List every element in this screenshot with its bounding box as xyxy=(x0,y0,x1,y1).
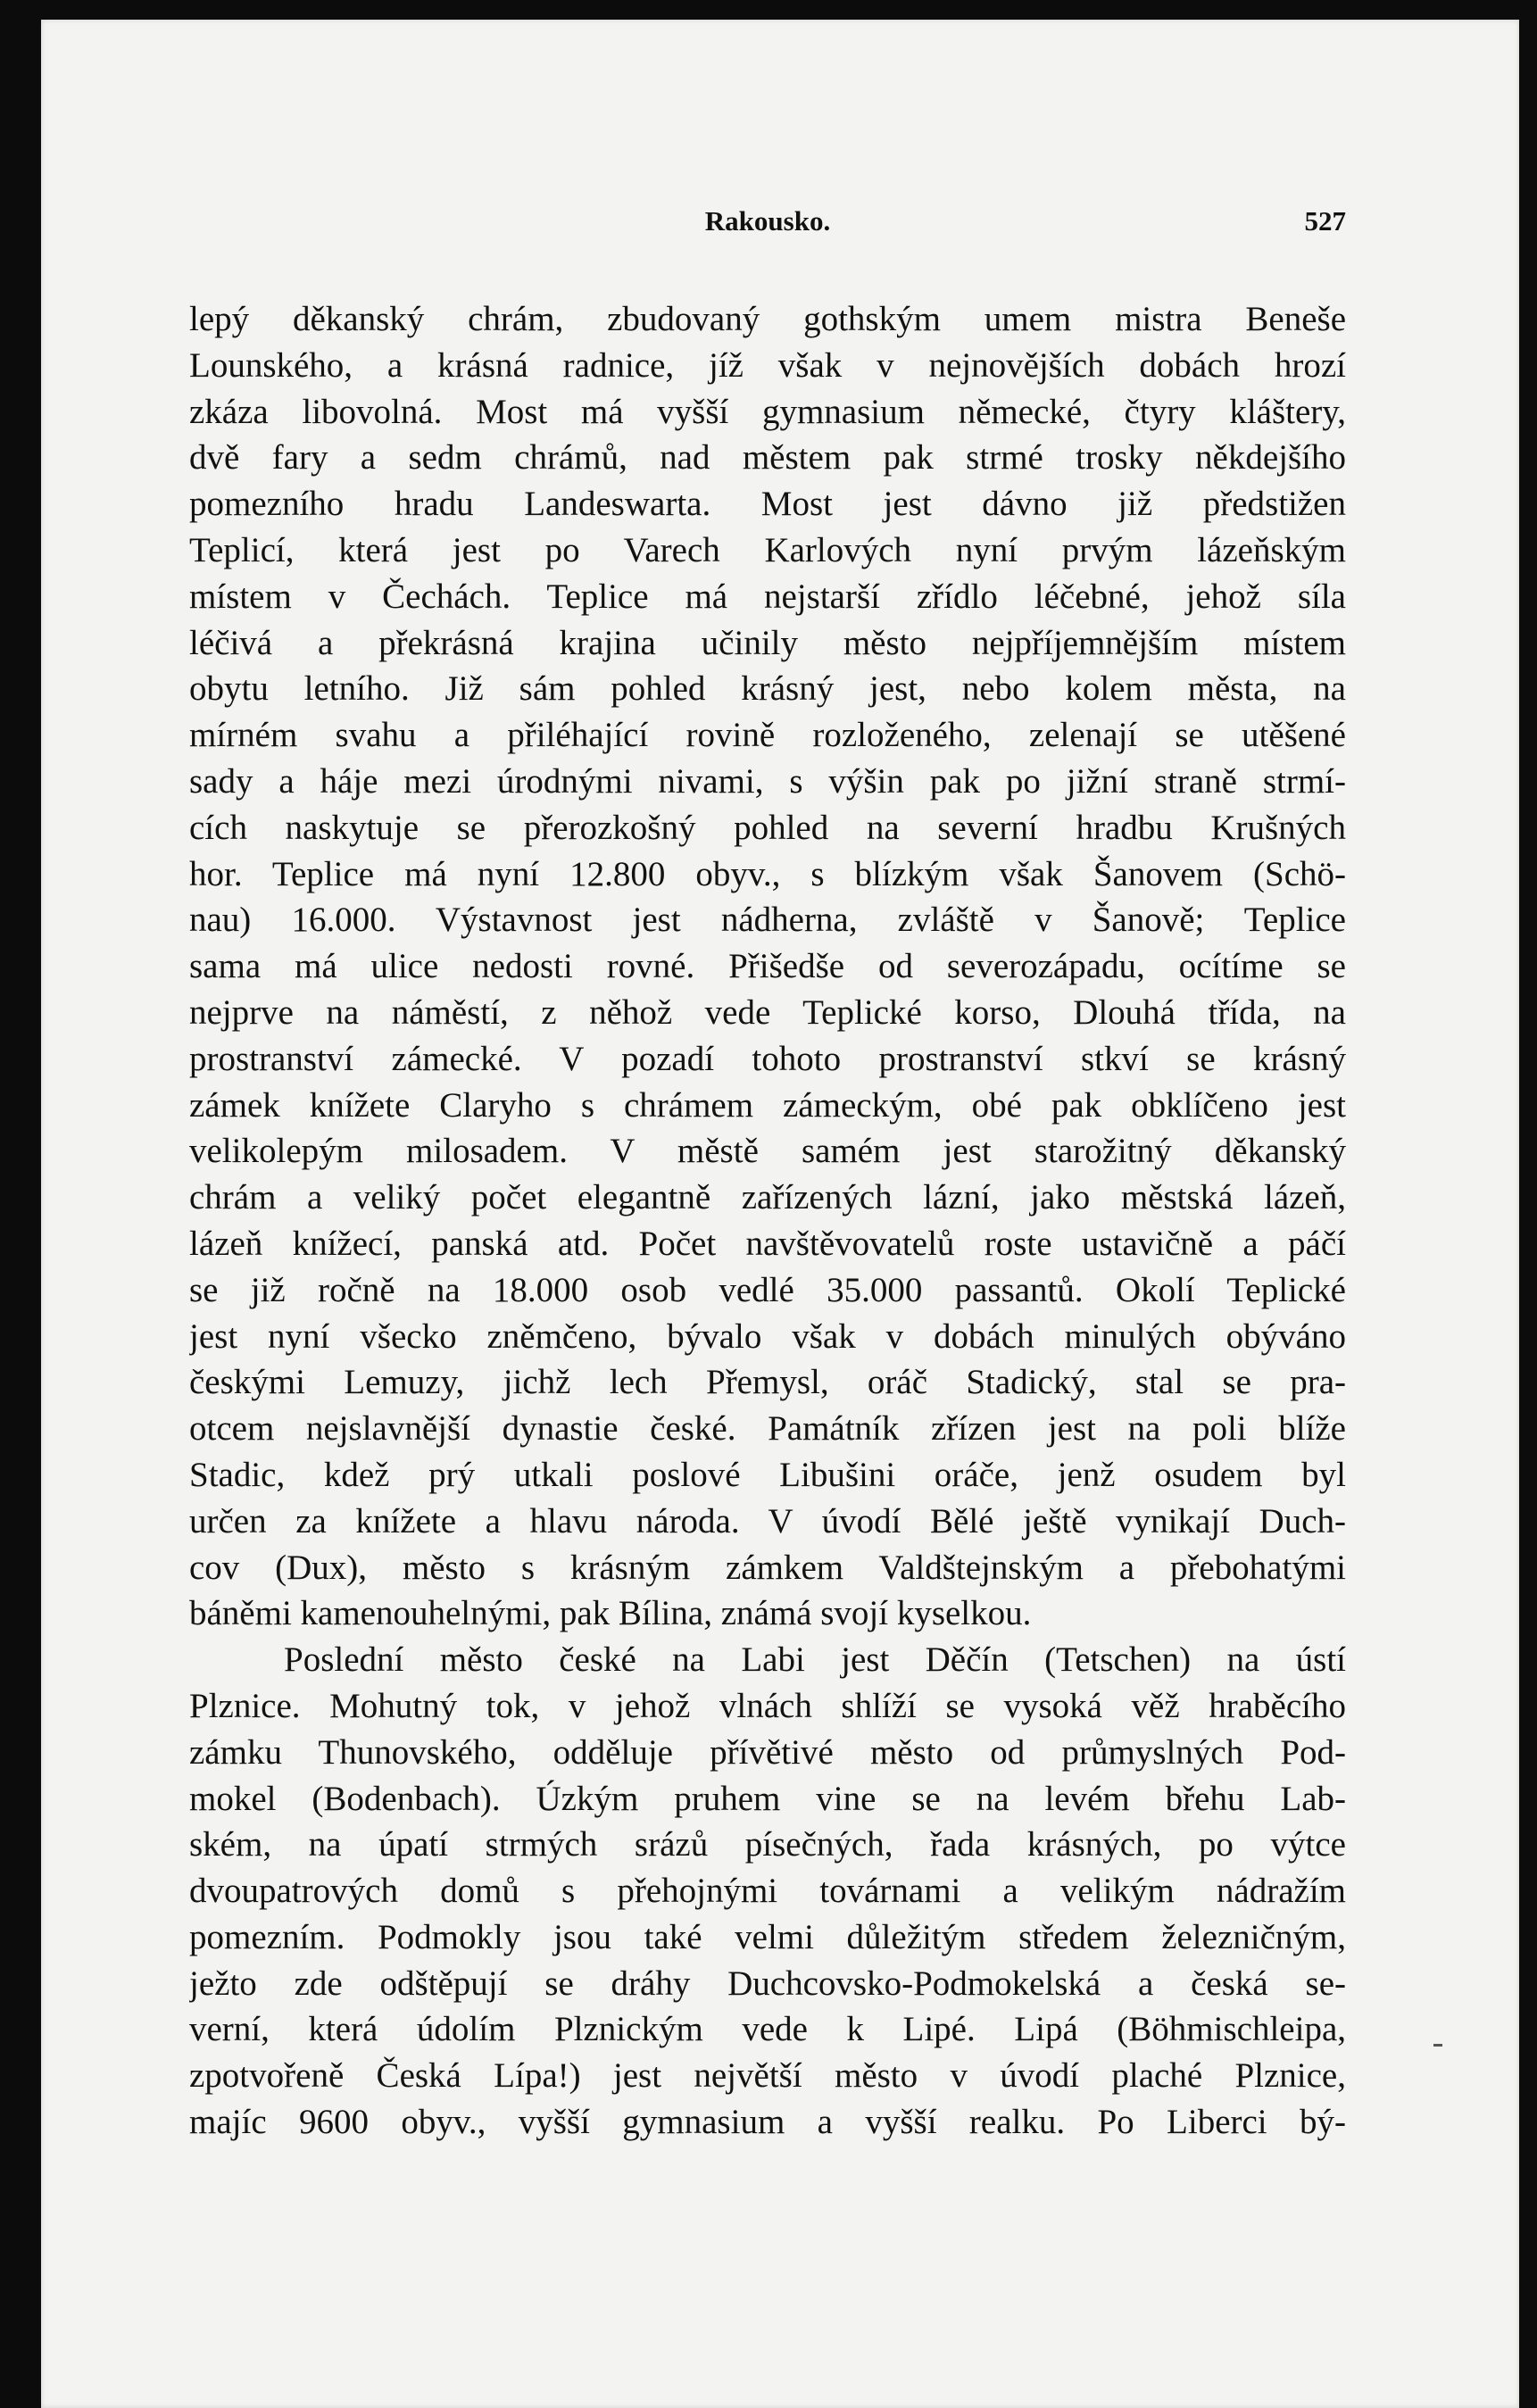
text-line: zámek knížete Claryho s chrámem zámeckým, obé pak obklíčeno jest xyxy=(189,1085,1346,1125)
text-line: Teplicí, která jest po Varech Karlových nyní prvým lázeňským xyxy=(189,530,1346,569)
text-line: Poslední město české na Labi jest Děčín (Tetschen) na ústí xyxy=(284,1640,1346,1680)
text-line: velikolepým milosadem. V městě samém jest starožitný děkanský xyxy=(189,1132,1346,1171)
text-line: cov (Dux), město s krásným zámkem Valdštejnským a přebohatými xyxy=(189,1548,1346,1587)
page-number: 527 xyxy=(1304,205,1346,237)
text-line: určen za knížete a hlavu národa. V úvodí Bělé ještě vynikají Duch- xyxy=(189,1501,1346,1540)
text-line: ježto zde odštěpují se dráhy Duchcovsko-Podmokelská a česká se- xyxy=(189,1964,1346,2003)
text-line: sama má ulice nedosti rovné. Přišedše od severozápadu, ocítíme se xyxy=(189,947,1346,986)
text-line: dvě fary a sedm chrámů, nad městem pak strmé trosky někdejšího xyxy=(189,438,1346,477)
margin-mark xyxy=(1433,2044,1442,2047)
text-line: mokel (Bodenbach). Úzkým pruhem vine se na levém břehu Lab- xyxy=(189,1779,1346,1818)
text-line: chrám a veliký počet elegantně zařízených lázní, jako městská lázeň, xyxy=(189,1178,1346,1217)
text-line: nau) 16.000. Výstavnost jest nádherna, zvláště v Šanově; Teplice xyxy=(189,901,1346,940)
book-page xyxy=(41,20,1519,2408)
text-line: báněmi kamenouhelnými, pak Bílina, známá svojí kyselkou. xyxy=(189,1594,1032,1633)
text-line: cích naskytuje se přerozkošný pohled na severní hradbu Krušných xyxy=(189,808,1346,847)
text-line: pomezního hradu Landeswarta. Most jest dávno již předstižen xyxy=(189,485,1346,524)
text-line: lepý děkanský chrám, zbudovaný gothským umem mistra Beneše xyxy=(189,300,1346,338)
text-line: prostranství zámecké. V pozadí tohoto prostranství stkví se krásný xyxy=(189,1039,1346,1078)
text-line: sady a háje mezi úrodnými nivami, s výšin pak po jižní straně strmí- xyxy=(189,761,1346,801)
text-line: léčivá a překrásná krajina učinily město nejpříjemnějším místem xyxy=(189,623,1346,662)
text-line: nejprve na náměstí, z něhož vede Teplické korso, Dlouhá třída, na xyxy=(189,992,1346,1032)
text-line: lázeň knížecí, panská atd. Počet navštěvovatelů roste ustavičně a páčí xyxy=(189,1224,1346,1263)
text-line: se již ročně na 18.000 osob vedlé 35.000 passantů. Okolí Teplické xyxy=(189,1270,1346,1309)
text-line: zpotvořeně Česká Lípa!) jest největší město v úvodí plaché Plznice, xyxy=(189,2056,1346,2096)
text-line: místem v Čechách. Teplice má nejstarší zřídlo léčebné, jehož síla xyxy=(189,577,1346,616)
text-line: jest nyní všecko zněmčeno, bývalo však v dobách minulých obýváno xyxy=(189,1316,1346,1356)
text-line: zkáza libovolná. Most má vyšší gymnasium německé, čtyry kláštery, xyxy=(189,392,1346,431)
running-title: Rakousko. xyxy=(704,205,831,237)
text-line: otcem nejslavnější dynastie české. Památník zřízen jest na poli blíže xyxy=(189,1409,1346,1449)
text-line: českými Lemuzy, jichž lech Přemysl, oráč Stadický, stal se pra- xyxy=(189,1363,1346,1402)
text-line: Plznice. Mohutný tok, v jehož vlnách shlíží se vysoká věž hraběcího xyxy=(189,1686,1346,1725)
text-line: mírném svahu a přiléhající rovině rozloženého, zelenají se utěšené xyxy=(189,716,1346,755)
text-line: verní, která údolím Plznickým vede k Lipé. Lipá (Böhmischleipa, xyxy=(189,2010,1346,2049)
running-head xyxy=(189,205,1346,241)
text-line: Lounského, a krásná radnice, jíž však v nejnovějších dobách hrozí xyxy=(189,345,1346,385)
text-line: zámku Thunovského, odděluje přívětivé město od průmyslných Pod- xyxy=(189,1732,1346,1772)
text-line: Stadic, kdež prý utkali poslové Libušini oráče, jenž osudem byl xyxy=(189,1455,1346,1494)
text-line: ském, na úpatí strmých srázů písečných, řada krásných, po výtce xyxy=(189,1825,1346,1864)
text-line: hor. Teplice má nyní 12.800 obyv., s blízkým však Šanovem (Schö- xyxy=(189,854,1346,893)
text-line: majíc 9600 obyv., vyšší gymnasium a vyšší realku. Po Liberci bý- xyxy=(189,2103,1346,2142)
body-text xyxy=(189,296,1346,2146)
text-line: dvoupatrových domů s přehojnými továrnami a velikým nádražím xyxy=(189,1872,1346,1911)
text-line: obytu letního. Již sám pohled krásný jest, nebo kolem města, na xyxy=(189,669,1346,709)
text-line: pomezním. Podmokly jsou také velmi důležitým středem železničným, xyxy=(189,1917,1346,1956)
